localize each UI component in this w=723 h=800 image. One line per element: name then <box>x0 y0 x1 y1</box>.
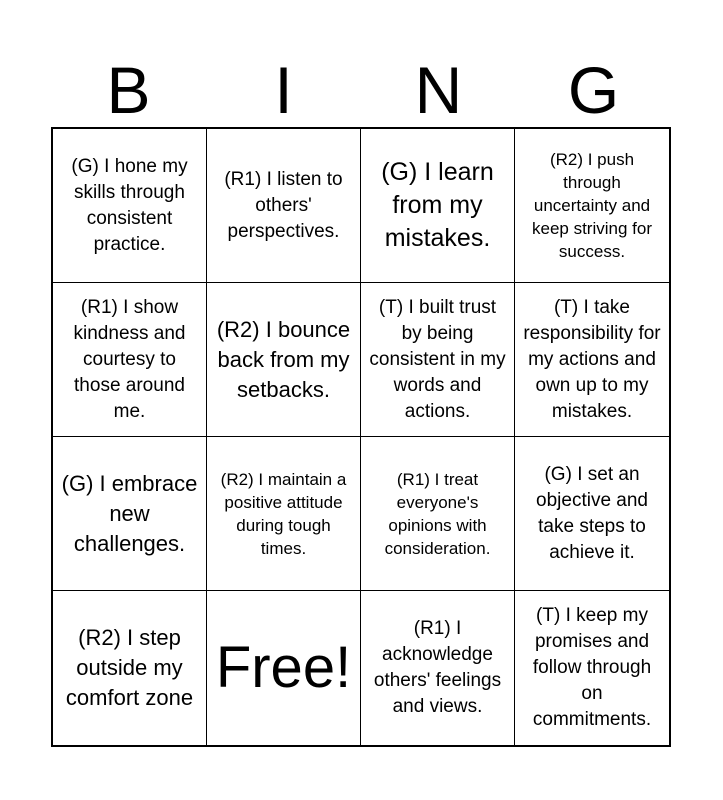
header-letter-i: I <box>274 53 293 127</box>
bingo-cell[interactable] <box>53 591 207 745</box>
bingo-cell[interactable] <box>361 129 515 283</box>
bingo-cell[interactable] <box>207 129 361 283</box>
bingo-cell[interactable] <box>207 437 361 591</box>
free-space-cell[interactable] <box>207 591 361 745</box>
bingo-cell-text: (G) I hone my skills through consistent practice. <box>71 155 188 255</box>
bingo-cell-text: (R2) I push through uncertainty and keep striving for success. <box>532 150 652 261</box>
bingo-cell[interactable] <box>515 283 669 437</box>
bingo-cell-text: (R2) I step outside my comfort zone <box>65 625 194 710</box>
bingo-cell-text: (R2) I bounce back from my setbacks. <box>216 316 351 402</box>
bingo-card-grid <box>51 127 671 747</box>
bingo-cell-text: (T) I built trust by being consistent in my words and actions. <box>369 296 506 422</box>
bingo-cell[interactable] <box>361 437 515 591</box>
header-letter-b: B <box>106 53 151 127</box>
bingo-cell[interactable] <box>515 437 669 591</box>
free-space-text: Free! <box>215 635 352 700</box>
bingo-cell[interactable] <box>361 283 515 437</box>
bingo-cell[interactable] <box>53 283 207 437</box>
bingo-cell[interactable] <box>361 591 515 745</box>
bingo-cell-text: (R1) I listen to others' perspectives. <box>224 168 343 242</box>
bingo-cell-text: (G) I set an objective and take steps to achieve it. <box>536 463 648 563</box>
bingo-cell-text: (G) I learn from my mistakes. <box>381 158 494 252</box>
bingo-cell-text: (R1) I acknowledge others' feelings and views. <box>373 618 502 717</box>
bingo-cell[interactable] <box>515 591 669 745</box>
header-letter-g: G <box>567 53 620 127</box>
bingo-cell[interactable] <box>53 129 207 283</box>
bingo-cell[interactable] <box>53 437 207 591</box>
bingo-cell-text: (R1) I show kindness and courtesy to those around me. <box>73 296 186 422</box>
header-letter-n: N <box>414 53 463 127</box>
bingo-header <box>51 52 671 128</box>
bingo-cell-text: (R1) I treat everyone's opinions with consideration. <box>384 469 491 558</box>
bingo-cell[interactable] <box>207 283 361 437</box>
bingo-cell-text: (T) I take responsibility for my actions and own up to my mistakes. <box>523 296 661 422</box>
bingo-cell-text: (T) I keep my promises and follow through on commitments. <box>532 605 652 730</box>
bingo-cell-text: (R2) I maintain a positive attitude during tough times. <box>220 469 347 558</box>
bingo-cell-text: (G) I embrace new challenges. <box>61 470 198 556</box>
bingo-cell[interactable] <box>515 129 669 283</box>
